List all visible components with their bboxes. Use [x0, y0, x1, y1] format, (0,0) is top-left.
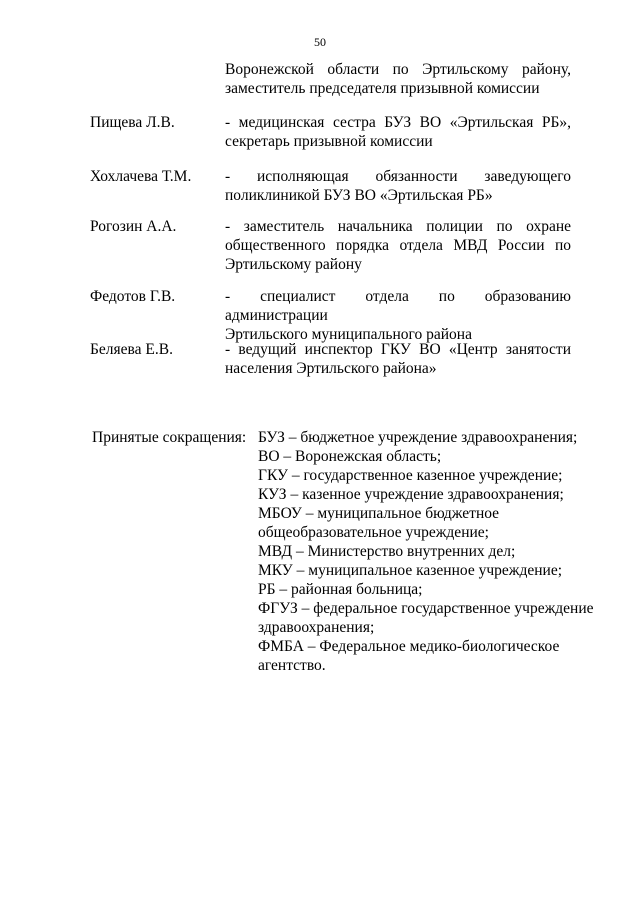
page-number: 50: [314, 35, 326, 49]
position-line: Эртильского муниципального района: [225, 326, 472, 343]
member-name: Федотов Г.В.: [90, 288, 176, 305]
position-line: Эртильскому району: [225, 256, 362, 273]
abbreviation-item: ФМБА – Федеральное медико-биологическое: [258, 638, 560, 655]
member-position: [225, 217, 571, 274]
abbreviation-item: общеобразовательное учреждение;: [258, 524, 489, 541]
position-line: поликлиникой БУЗ ВО «Эртильская РБ»: [225, 187, 493, 204]
member-name: Хохлачева Т.М.: [90, 168, 192, 185]
member-position: [225, 340, 571, 378]
position-line: секретарь призывной комиссии: [225, 133, 433, 150]
abbreviations-heading: Принятые сокращения:: [92, 429, 247, 446]
abbreviation-item: МКУ – муниципальное казенное учреждение;: [258, 562, 563, 579]
position-line: населения Эртильского района»: [225, 360, 437, 377]
member-name: Пищева Л.В.: [90, 114, 175, 131]
continuation-line: Воронежской области по Эртильскому району,: [225, 61, 571, 78]
position-line: - специалист отдела по образованию администрации: [225, 288, 571, 324]
abbreviation-item: ВО – Воронежская область;: [258, 448, 442, 465]
member-name: Рогозин А.А.: [90, 218, 177, 235]
abbreviation-item: РБ – районная больница;: [258, 581, 423, 598]
member-position: [225, 167, 571, 205]
abbreviation-item: ФГУЗ – федеральное государственное учреждение: [258, 600, 594, 617]
continuation-text: [225, 60, 571, 98]
abbreviation-item: здравоохранения;: [258, 619, 375, 636]
abbreviations-list: [258, 428, 594, 675]
position-line: - ведущий инспектор ГКУ ВО «Центр занятости: [225, 341, 571, 358]
abbreviation-item: КУЗ – казенное учреждение здравоохранения;: [258, 486, 564, 503]
abbreviation-item: МБОУ – муниципальное бюджетное: [258, 505, 500, 522]
continuation-line: заместитель председателя призывной комиссии: [225, 80, 540, 97]
member-position: [225, 113, 571, 151]
abbreviation-item: ГКУ – государственное казенное учреждение;: [258, 467, 563, 484]
position-line: - заместитель начальника полиции по охране: [225, 218, 571, 235]
abbreviation-item: МВД – Министерство внутренних дел;: [258, 543, 516, 560]
member-name: Беляева Е.В.: [90, 341, 173, 358]
position-line: - медицинская сестра БУЗ ВО «Эртильская РБ»,: [225, 114, 571, 131]
position-line: общественного порядка отдела МВД России по: [225, 237, 571, 254]
position-line: - исполняющая обязанности заведующего: [225, 168, 571, 185]
abbreviation-item: БУЗ – бюджетное учреждение здравоохранения;: [258, 429, 578, 446]
abbreviation-item: агентство.: [258, 657, 326, 674]
member-position: [225, 287, 571, 344]
